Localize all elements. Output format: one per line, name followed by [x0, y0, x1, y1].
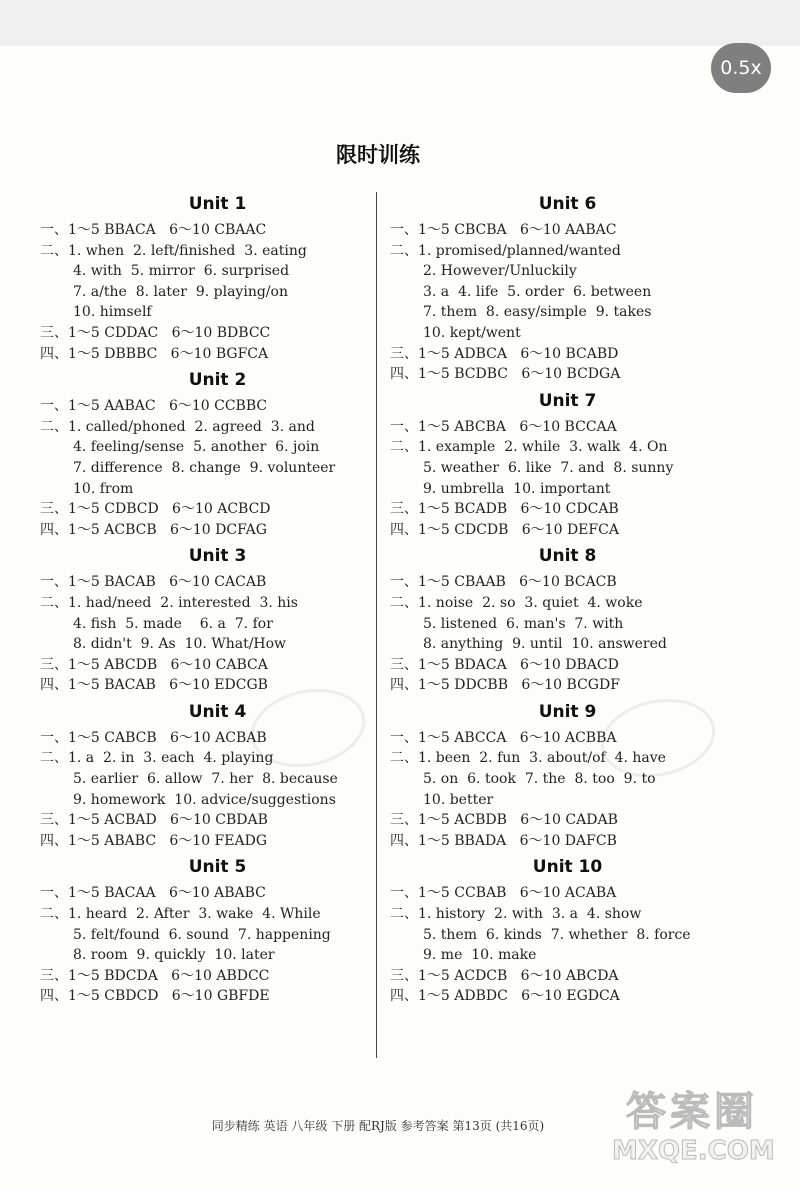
answer-line: 一、1～5 CBAAB 6～10 BCACB: [390, 574, 617, 591]
answer-line: 8. room 9. quickly 10. later: [73, 947, 275, 964]
answer-line: 四、1～5 CDCDB 6～10 DEFCA: [390, 521, 619, 538]
unit-block: [40, 696, 395, 852]
unit-title: Unit 6: [538, 194, 597, 214]
answer-line: 二、1. history 2. with 3. a 4. show: [390, 906, 642, 923]
unit-block: [390, 696, 745, 852]
answer-line: 二、1. heard 2. After 3. wake 4. While: [40, 906, 321, 923]
answer-line: 10. himself: [73, 304, 152, 321]
answer-line: 三、1～5 ABCDB 6～10 CABCA: [40, 656, 268, 673]
unit-block: [390, 851, 745, 1007]
answer-line: 8. didn't 9. As 10. What/How: [73, 636, 287, 653]
answer-line: 9. me 10. make: [423, 947, 537, 964]
answer-line: 四、1～5 DBBBC 6～10 BGFCA: [40, 345, 269, 362]
answer-line: 一、1～5 ABCCA 6～10 ACBBA: [390, 729, 617, 746]
answer-line: 四、1～5 CBDCD 6～10 GBFDE: [40, 988, 270, 1005]
answer-line: 三、1～5 BDCDA 6～10 ABDCC: [40, 967, 270, 984]
answer-line: 三、1～5 BDACA 6～10 DBACD: [390, 656, 619, 673]
watermark-logo: 答案圈: [626, 1089, 758, 1135]
answer-line: 2. However/Unluckily: [423, 263, 577, 280]
unit-title: Unit 5: [188, 857, 247, 878]
answer-line: 二、1. when 2. left/finished 3. eating: [40, 242, 307, 259]
answer-line: 四、1～5 ACBCB 6～10 DCFAG: [40, 521, 267, 538]
unit-title: Unit 2: [188, 370, 247, 391]
answer-line: 一、1～5 CABCB 6～10 ACBAB: [40, 729, 267, 746]
answer-line: 3. a 4. life 5. order 6. between: [423, 283, 652, 300]
answer-line: 5. felt/found 6. sound 7. happening: [73, 926, 331, 943]
answer-line: 7. them 8. easy/simple 9. takes: [423, 304, 652, 321]
answer-line: 10. better: [423, 791, 494, 808]
answer-line: 5. listened 6. man's 7. with: [423, 615, 624, 632]
unit-title: Unit 7: [538, 390, 597, 411]
unit-title: Unit 3: [188, 546, 247, 567]
answer-line: 8. anything 9. until 10. answered: [423, 636, 667, 653]
answer-line: 5. weather 6. like 7. and 8. sunny: [423, 459, 674, 476]
answer-line: 4. fish 5. made 6. a 7. for: [73, 615, 273, 632]
unit-block: [40, 540, 395, 696]
answer-line: 10. kept/went: [423, 324, 521, 341]
answer-line: 二、1. a 2. in 3. each 4. playing: [40, 750, 274, 767]
answer-line: 一、1～5 CBCBA 6～10 AABAC: [390, 222, 617, 238]
answer-line: 二、1. had/need 2. interested 3. his: [40, 594, 298, 611]
unit-block: [40, 188, 395, 364]
zoom-level-button[interactable]: 0.5x: [711, 43, 771, 93]
answer-line: 四、1～5 BCDBC 6～10 BCDGA: [390, 366, 621, 383]
viewer-top-bar: [0, 0, 800, 46]
column-divider: [376, 192, 377, 1058]
answer-line: 四、1～5 BACAB 6～10 EDCGB: [40, 677, 268, 694]
answer-line: 一、1～5 BACAA 6～10 ABABC: [40, 885, 266, 902]
answer-line: 二、1. been 2. fun 3. about/of 4. have: [390, 750, 666, 767]
answer-line: 7. difference 8. change 9. volunteer: [73, 459, 336, 476]
answer-line: 三、1～5 ACBDB 6～10 CADAB: [390, 812, 618, 829]
answer-line: 三、1～5 CDDAC 6～10 BDBCC: [40, 324, 271, 341]
answer-line: 二、1. called/phoned 2. agreed 3. and: [40, 418, 315, 435]
answer-line: 9. umbrella 10. important: [423, 480, 611, 497]
answer-line: 一、1～5 ABCBA 6～10 BCCAA: [390, 418, 617, 435]
unit-title: Unit 9: [538, 701, 597, 722]
answer-line: 5. on 6. took 7. the 8. too 9. to: [423, 771, 656, 788]
answer-line: 三、1～5 ADBCA 6～10 BCABD: [390, 345, 619, 362]
answer-line: 9. homework 10. advice/suggestions: [73, 791, 336, 808]
unit-block: [40, 851, 395, 1007]
left-answer-column: [40, 188, 395, 1007]
answer-line: 二、1. noise 2. so 3. quiet 4. woke: [390, 594, 643, 611]
unit-title: Unit 8: [538, 546, 597, 567]
answer-line: 四、1～5 DDCBB 6～10 BCGDF: [390, 677, 620, 694]
answer-line: 三、1～5 CDBCD 6～10 ACBCD: [40, 501, 271, 518]
answer-line: 一、1～5 AABAC 6～10 CCBBC: [40, 398, 268, 415]
watermark-url: MXQE.COM: [612, 1136, 775, 1166]
answer-line: 5. them 6. kinds 7. whether 8. force: [423, 926, 691, 943]
answer-line: 7. a/the 8. later 9. playing/on: [73, 283, 288, 300]
answer-line: 5. earlier 6. allow 7. her 8. because: [73, 771, 338, 788]
answer-line: 4. feeling/sense 5. another 6. join: [73, 439, 320, 456]
answer-line: 一、1～5 BACAB 6～10 CACAB: [40, 574, 267, 591]
answer-line: 一、1～5 CCBAB 6～10 ACABA: [390, 885, 617, 902]
answer-line: 二、1. example 2. while 3. walk 4. On: [390, 439, 668, 456]
unit-block: [390, 385, 745, 541]
page-footer: 同步精练 英语 八年级 下册 配RJ版 参考答案 第13页 (共16页): [211, 1119, 545, 1133]
answer-line: 10. from: [73, 480, 134, 497]
answer-line: 一、1～5 BBACA 6～10 CBAAC: [40, 222, 267, 238]
answer-line: 三、1～5 BCADB 6～10 CDCAB: [390, 501, 619, 518]
unit-title: Unit 10: [532, 857, 603, 878]
answer-line: 二、1. promised/planned/wanted: [390, 242, 621, 259]
unit-title: Unit 4: [188, 701, 247, 722]
answer-line: 三、1～5 ACBAD 6～10 CBDAB: [40, 812, 268, 829]
page-title: 限时训练: [336, 143, 420, 167]
answer-line: 4. with 5. mirror 6. surprised: [73, 263, 290, 280]
site-watermark: [612, 1089, 775, 1175]
right-answer-column: [390, 188, 745, 1007]
unit-block: [390, 540, 745, 696]
unit-block: [40, 364, 395, 540]
answer-line: 四、1～5 ADBDC 6～10 EGDCA: [390, 988, 620, 1005]
answer-line: 三、1～5 ACDCB 6～10 ABCDA: [390, 967, 619, 984]
answer-line: 四、1～5 ABABC 6～10 FEADG: [40, 832, 268, 849]
unit-title: Unit 1: [188, 194, 247, 214]
unit-block: [390, 188, 745, 385]
answer-line: 四、1～5 BBADA 6～10 DAFCB: [390, 832, 617, 849]
